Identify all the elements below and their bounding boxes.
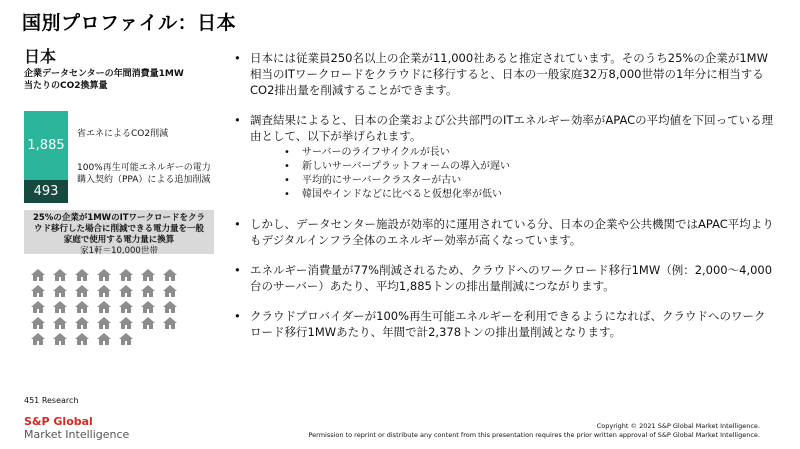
house-icon: [162, 316, 178, 330]
house-icon: [118, 316, 134, 330]
house-icon: [140, 300, 156, 314]
house-icon: [52, 284, 68, 298]
house-icon: [74, 316, 90, 330]
sub-reason-3: • 平均的にサーバークラスターが古い: [250, 174, 776, 188]
house-icon: [52, 268, 68, 282]
house-icon: [96, 332, 112, 346]
finding-2-sublist: [250, 146, 776, 202]
house-icon: [118, 268, 134, 282]
bar-label-renewable: 100%再生可能エネルギーの電力購入契約（PPA）による追加削減: [77, 163, 211, 185]
house-icon: [74, 268, 90, 282]
house-icon-grid: [30, 268, 190, 346]
house-icon: [162, 268, 178, 282]
house-icon: [118, 284, 134, 298]
house-icon: [52, 332, 68, 346]
house-icon: [162, 300, 178, 314]
house-icon: [30, 332, 46, 346]
findings-list: [228, 50, 776, 354]
house-icon: [118, 300, 134, 314]
info-line-1: 25%の企業が1MWのITワークロードをクラ: [32, 213, 206, 223]
bar-segment-renewable: 493: [24, 180, 68, 203]
house-icon: [74, 284, 90, 298]
household-equivalent-box: [24, 210, 214, 254]
info-line-3: 家庭で使用する電力量に換算: [63, 235, 175, 245]
metric-title: [24, 68, 214, 92]
brand-block: [24, 396, 129, 441]
finding-3: • しかし、データセンター施設が効率的に運用されている分、日本の企業や公共機関ではAPAC平均よりもデジタルインフラ全体のエネルギー効率が高くなっています。: [228, 216, 776, 248]
research-label: 451 Research: [24, 396, 79, 405]
house-icon: [74, 300, 90, 314]
house-icon: [30, 316, 46, 330]
house-icon: [140, 316, 156, 330]
sub-reason-2: • 新しいサーバープラットフォームの導入が遅い: [250, 160, 776, 174]
house-icon: [140, 268, 156, 282]
country-name: 日本: [24, 47, 57, 66]
house-icon: [30, 268, 46, 282]
house-icon: [74, 332, 90, 346]
house-icon: [96, 300, 112, 314]
house-icon: [118, 332, 134, 346]
house-icon: [96, 268, 112, 282]
info-line-2: ウド移行した場合に削減できる電力量を一般: [33, 224, 204, 234]
brand-logo-line2: Market Intelligence: [24, 428, 130, 441]
house-icon: [96, 284, 112, 298]
finding-5: • クラウドプロバイダーが100%再生可能エネルギーを利用できるようになれば、クラウドへのワークロード移行1MWあたり、年間で計2,378トンの排出量削減となります。: [228, 308, 776, 340]
finding-2-text: 調査結果によると、日本の企業および公共部門のITエネルギー効率がAPACの平均値を下回っている理由として、以下が挙げられます。: [250, 113, 774, 143]
info-line-4: 家1軒＝10,000世帯: [80, 246, 158, 256]
permission-line: Permission to reprint or distribute any content from this presentation requires the prior written approval of S&P Global Market Intelligence.: [308, 431, 760, 439]
metric-title-line2: 当たりのCO2換算量: [24, 81, 108, 91]
copyright-notice: [308, 422, 760, 440]
house-icon: [52, 300, 68, 314]
bar-label-efficiency: 省エネによるCO2削減: [77, 129, 169, 139]
brand-logo-line1: S&P Global: [24, 415, 93, 428]
finding-2: [228, 112, 776, 202]
house-icon: [96, 316, 112, 330]
house-icon: [30, 284, 46, 298]
house-icon: [52, 316, 68, 330]
country-summary: [24, 48, 214, 92]
metric-title-line1: 企業データセンターの年間消費量1MW: [24, 69, 184, 79]
copyright-line: Copyright © 2021 S&P Global Market Intelligence.: [596, 422, 760, 430]
house-icon: [30, 300, 46, 314]
page-title: 国別プロファイル：日本: [22, 12, 237, 34]
bar-segment-efficiency: 1,885: [24, 111, 68, 180]
house-icon: [162, 284, 178, 298]
house-icon: [140, 284, 156, 298]
finding-4: • エネルギー消費量が77%削減されるため、クラウドへのワークロード移行1MW（例：2,000～4,000台のサーバー）あたり、平均1,885トンの排出量削減につながります。: [228, 262, 776, 294]
finding-1: • 日本には従業員250名以上の企業が11,000社あると推定されています。そのうち25%の企業が1MW相当のITワークロードをクラウドに移行すると、日本の一般家庭32万8,000世帯の1年分に相当するCO2排出量を削減することができます。: [228, 50, 776, 98]
co2-stacked-bar: [24, 111, 214, 203]
sub-reason-1: • サーバーのライフサイクルが長い: [250, 146, 776, 160]
sub-reason-4: • 韓国やインドなどに比べると仮想化率が低い: [250, 188, 776, 202]
